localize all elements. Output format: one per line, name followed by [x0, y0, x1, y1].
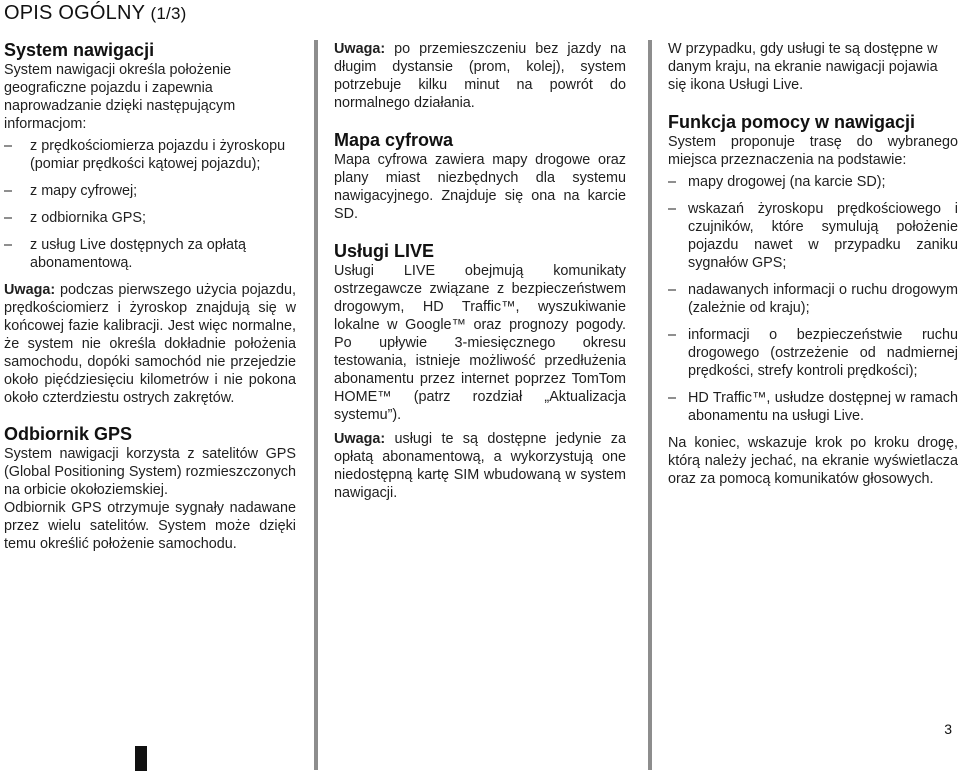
dash-bullet: – — [668, 174, 677, 190]
list-item — [4, 137, 296, 173]
column-divider-bar — [314, 40, 318, 770]
gps-text-2: Odbiornik GPS otrzymuje sygnały nadawane przez wielu satelitów. System może dzięki temu określić położenie samochodu. — [4, 500, 296, 552]
section-title-live-services: Usługi LIVE — [334, 241, 435, 261]
dash-bullet: – — [668, 282, 677, 298]
list-item — [4, 236, 296, 272]
section-title-digital-map: Mapa cyfrowa — [334, 130, 454, 150]
list-item-text: z prędkościomierza pojazdu i żyroskopu (pomiar prędkości kątowej pojazdu); — [30, 138, 286, 172]
nav-help-intro: System proponuje trasę do wybranego miejsca przeznaczenia na podstawie: — [668, 134, 958, 168]
list-item-text: z odbiornika GPS; — [30, 210, 146, 226]
note-label: Uwaga: — [334, 41, 386, 57]
nav-intro-text: System nawigacji określa położenie geograficzne pojazdu i zapewnia naprowadzanie dzięki następującym informacjom: — [4, 62, 236, 132]
note-label: Uwaga: — [334, 431, 386, 447]
live-icon-text: W przypadku, gdy usługi te są dostępne w danym kraju, na ekranie nawigacji pojawia się ikona Usługi Live. — [668, 41, 938, 93]
dash-bullet: – — [668, 327, 677, 343]
note-text: po przemieszczeniu bez jazdy na długim dystansie (prom, kolej), system potrzebuje kilku minut na powrót do normalnego działania. — [334, 41, 626, 111]
dash-bullet: – — [4, 237, 13, 253]
calibration-note — [4, 281, 296, 407]
list-item-text: HD Traffic™, usłudze dostępnej w ramach abonamentu na usługi Live. — [688, 390, 958, 424]
list-item — [668, 281, 958, 317]
page-title-suffix: (1/3) — [150, 4, 187, 23]
live-services-text: Usługi LIVE obejmują komunikaty ostrzegawcze związane z bezpieczeństwem drogowym, HD Traffic™, wyszukiwanie lokalne w Google™ oraz prognozy pogody. Po upływie 3-miesięcznego okresu testowania, istnieje możliwość przedłużenia abonamentu przez internet poprzez TomTom HOME™ (patrz rozdział „Aktualizacja systemu”). — [334, 263, 626, 423]
note-label: Uwaga: — [4, 282, 56, 298]
list-item-text: mapy drogowej (na karcie SD); — [688, 174, 886, 190]
list-item-text: z mapy cyfrowej; — [30, 183, 138, 199]
list-item — [668, 200, 958, 272]
page-number: 3 — [944, 721, 952, 737]
note-text: usługi te są dostępne jedynie za opłatą abonamentową, a wykorzystują one niedostępną kartę SIM wbudowaną w system nawigacji. — [334, 431, 627, 501]
list-item — [4, 209, 296, 227]
dash-bullet: – — [4, 183, 13, 199]
nav-help-outro: Na koniec, wskazuje krok po kroku drogę, którą należy jechać, na ekranie wyświetlacza oraz za pomocą komunikatów głosowych. — [668, 435, 958, 487]
page-title — [4, 2, 187, 25]
list-item-text: z usług Live dostępnych za opłatą abonamentową. — [30, 237, 247, 271]
list-item — [668, 389, 958, 425]
list-item-text: wskazań żyroskopu prędkościowego i czujników, które symulują położenie pojazdu nawet w przypadku zaniku sygnałów GPS; — [688, 201, 958, 271]
relocation-note — [334, 40, 626, 112]
list-item-text: informacji o bezpieczeństwie ruchu drogowego (ostrzeżenie od nadmiernej prędkości, strefy kontroli prędkości); — [688, 327, 958, 379]
note-text: podczas pierwszego użycia pojazdu, prędkościomierz i żyroskop znajdują się w końcowej fazie kalibracji. Jest więc normalne, że system nie określa dokładnie położenia samochodu, dopóki samochód nie przejedzie około pięćdziesięciu kilometrów i nie pokona około czterdziestu ostrych zakrętów. — [4, 282, 296, 406]
section-title-nav-system: System nawigacji — [4, 40, 155, 60]
list-item-text: nadawanych informacji o ruchu drogowym (zależnie od kraju); — [688, 282, 958, 316]
column-divider-bar — [648, 40, 652, 770]
column-1 — [4, 40, 296, 553]
printer-mark — [135, 746, 147, 771]
column-3 — [668, 40, 958, 488]
subscription-note — [334, 430, 626, 502]
section-title-gps: Odbiornik GPS — [4, 424, 133, 444]
nav-help-list — [668, 173, 958, 425]
digital-map-text: Mapa cyfrowa zawiera mapy drogowe oraz plany miast niezbędnych dla systemu nawigacyjnego. Znajduje się ona na karcie SD. — [334, 152, 626, 222]
dash-bullet: – — [4, 138, 13, 154]
section-title-nav-help: Funkcja pomocy w nawigacji — [668, 112, 916, 132]
gps-text-1: System nawigacji korzysta z satelitów GPS (Global Positioning System) rozmieszczonych na orbicie okołoziemskiej. — [4, 446, 296, 498]
dash-bullet: – — [4, 210, 13, 226]
list-item — [668, 326, 958, 380]
list-item — [668, 173, 958, 191]
dash-bullet: – — [668, 390, 677, 406]
dash-bullet: – — [668, 201, 677, 217]
list-item — [4, 182, 296, 200]
nav-info-list — [4, 137, 296, 272]
page-title-text: OPIS OGÓLNY — [4, 2, 145, 24]
column-2 — [334, 40, 626, 502]
